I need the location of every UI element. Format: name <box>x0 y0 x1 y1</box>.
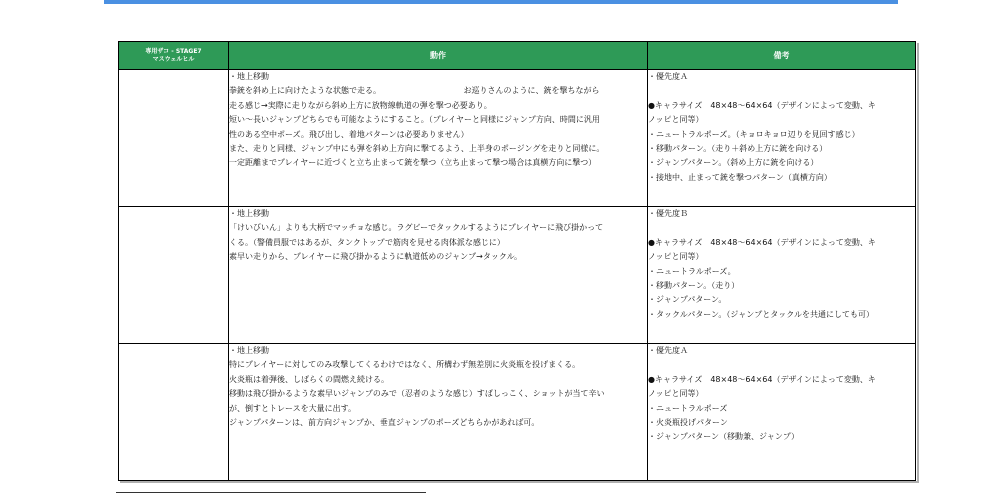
table-row <box>119 70 916 207</box>
notes-cell: ・優先度Ａ ●キャラサイズ 48×48～64×64（デザインによって変動、キ ノッピと同等） ・ニュートラルポーズ ・火炎瓶投げパターン ・ジャンプパターン（移動兼、ジャンプ） <box>648 344 916 481</box>
header-location-line: マスウェルヒル <box>152 55 195 63</box>
table-header-row <box>119 42 916 70</box>
spec-table-container <box>118 41 917 481</box>
notes-cell: ・優先度Ａ ●キャラサイズ 48×48～64×64（デザインによって変動、キ ノッピと同等） ・ニュートラルポーズ。（キョロキョロ辺りを見回す感じ） ・移動パターン。（走り＋斜め上方に銃を向ける） ・ジャンプパターン。（斜め上方に銃を向ける） ・接地中、止まって銃を撃つパターン（真横方向） <box>648 70 916 207</box>
row-label-cell <box>119 207 229 344</box>
header-enemy-label <box>119 42 229 70</box>
header-notes: 備考 <box>648 42 916 70</box>
header-stage-line: 専用ザコ - STAGE7 <box>145 47 202 55</box>
header-accent-bar <box>104 0 898 4</box>
notes-cell: ・優先度Ｂ ●キャラサイズ 48×48～64×64（デザインによって変動、キ ノッピと同等） ・ニュートラルポーズ。 ・移動パターン。（走り） ・ジャンプパターン。 ・タックルパターン。（ジャンプとタックルを共通にしても可） <box>648 207 916 344</box>
action-cell: ・地上移動 「けいびいん」よりも大柄でマッチョな感じ。ラグビーでタックルするようにプレイヤーに飛び掛かって くる。（警備員服ではあるが、タンクトップで筋肉を見せる肉体派な感じに） 素早い走りから、プレイヤーに飛び掛かるように軌道低めのジャンプ→タックル。 <box>229 207 648 344</box>
enemy-spec-table <box>118 41 916 481</box>
table-row <box>119 207 916 344</box>
row-label-cell <box>119 70 229 207</box>
action-cell: ・地上移動 拳銃を斜め上に向けたような状態で走る。 お巡りさんのように、銃を撃ちながら 走る感じ→実際に走りながら斜め上方に放物線軌道の弾を撃つ必要あり。 短い～長いジャンプどちらでも可能なようにすること。（プレイヤーと同様にジャンプ方向、時間に汎用 性のある空中ポーズ。飛び出し、着地パターンは必要ありません） また、走りと同様、ジャンプ中にも弾を斜め上方向に撃てるよう、上半身のポージングを走りと同様に。 一定距離までプレイヤーに近づくと立ち止まって銃を撃つ（立ち止まって撃つ場合は真横方向に撃つ） <box>229 70 648 207</box>
row-label-cell <box>119 344 229 481</box>
action-cell: ・地上移動 特にプレイヤーに対してのみ攻撃してくるわけではなく、所構わず無差別に火炎瓶を投げまくる。 火炎瓶は着弾後、しばらくの間燃え続ける。 移動は飛び掛かるような素早いジャンプのみで（忍者のような感じ）すばしっこく、ショットが当て辛い が、倒すとトレースを大量に出す。 ジャンプパターンは、前方向ジャンプか、垂直ジャンプのポーズどちらかがあれば可。 <box>229 344 648 481</box>
table-row <box>119 344 916 481</box>
header-action: 動作 <box>229 42 648 70</box>
